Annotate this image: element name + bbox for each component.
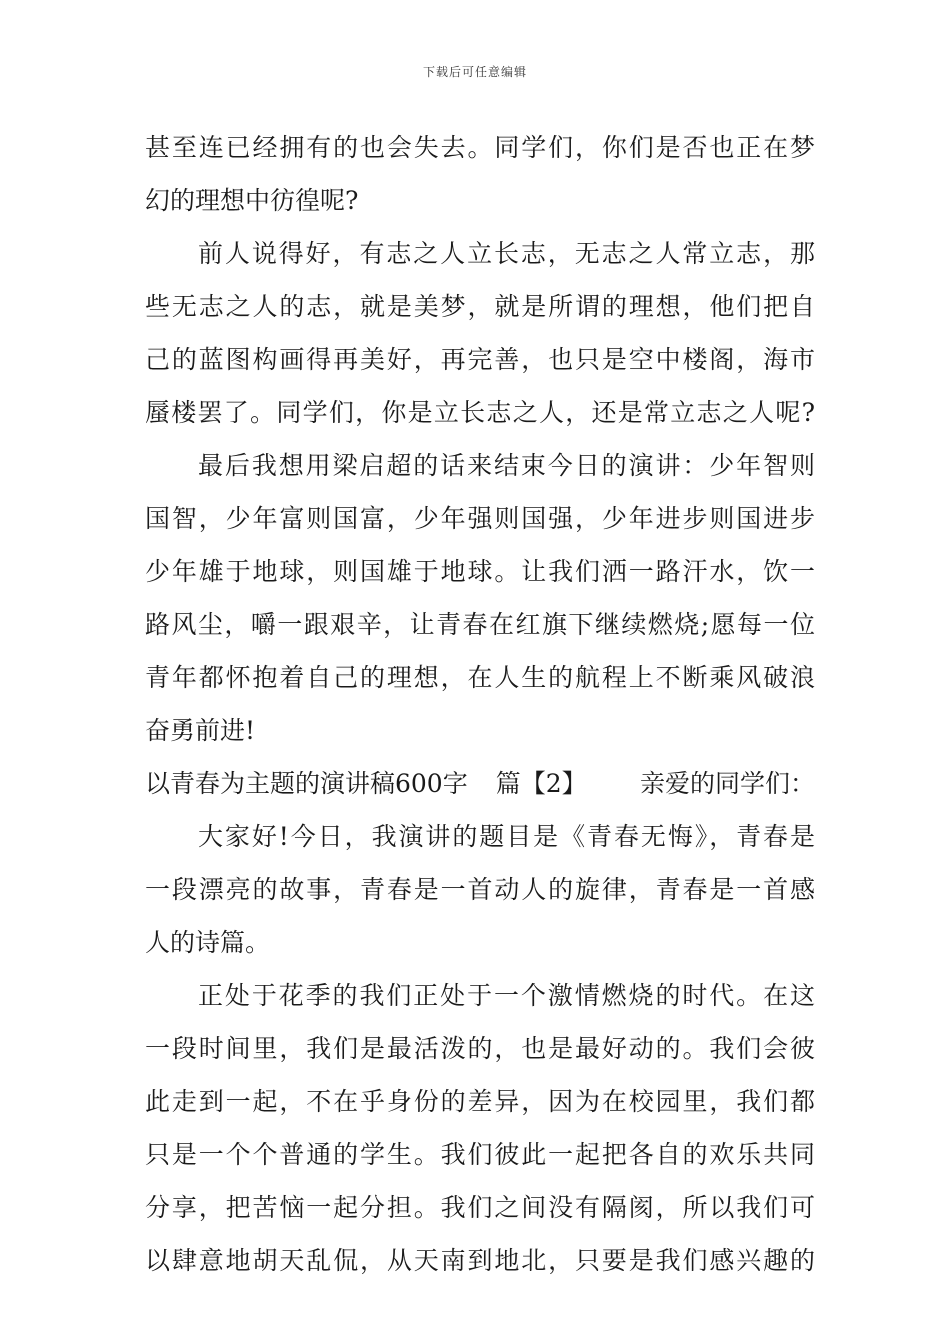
section-heading [145,757,815,810]
text-line: 分享，把苦恼一起分担。我们之间没有隔阂，所以我们可 [145,1193,815,1222]
paragraph-start-line: 前人说得好，有志之人立长志，无志之人常立志，那 [198,239,815,268]
text-line: 甚至连已经拥有的也会失去。同学们，你们是否也正在梦 [145,133,815,162]
text-line: 奋勇前进! [145,716,256,745]
text-line: 国智，少年富则国富，少年强则国强，少年进步则国进步 [145,504,815,533]
text-line: 青年都怀抱着自己的理想，在人生的航程上不断乘风破浪 [145,663,815,692]
text-line: 一段时间里，我们是最活泼的，也是最好动的。我们会彼 [145,1034,815,1063]
text-line: 人的诗篇。 [145,928,271,957]
text-line: 些无志之人的志，就是美梦，就是所谓的理想，他们把自 [145,292,815,321]
text-line: 蜃楼罢了。同学们，你是立长志之人，还是常立志之人呢? [145,398,815,427]
paragraph-start-line: 正处于花季的我们正处于一个激情燃烧的时代。在这 [198,981,815,1010]
text-line: 少年雄于地球，则国雄于地球。让我们洒一路汗水，饮一 [145,557,815,586]
document-body [145,121,815,1287]
text-line: 幻的理想中彷徨呢? [145,186,359,215]
text-line: 己的蓝图构画得再美好，再完善，也只是空中楼阁，海市 [145,345,815,374]
section-number: 篇【2】 [495,769,587,798]
paragraph-start-line: 大家好!今日，我演讲的题目是《青春无悔》，青春是 [198,822,815,851]
text-line: 路风尘，嚼一跟艰辛，让青春在红旗下继续燃烧;愿每一位 [145,610,815,639]
text-line: 此走到一起，不在乎身份的差异，因为在校园里，我们都 [145,1087,815,1116]
text-line: 以肆意地胡天乱侃，从天南到地北，只要是我们感兴趣的 [145,1246,815,1275]
text-line: 一段漂亮的故事，青春是一首动人的旋律，青春是一首感 [145,875,815,904]
paragraph-start-line: 最后我想用梁启超的话来结束今日的演讲：少年智则 [198,451,815,480]
salutation: 亲爱的同学们： [639,769,815,798]
section-title: 以青春为主题的演讲稿600字 [145,769,468,798]
text-line: 只是一个个普通的学生。我们彼此一起把各自的欢乐共同 [145,1140,815,1169]
page-header-note: 下载后可任意编辑 [422,65,527,79]
